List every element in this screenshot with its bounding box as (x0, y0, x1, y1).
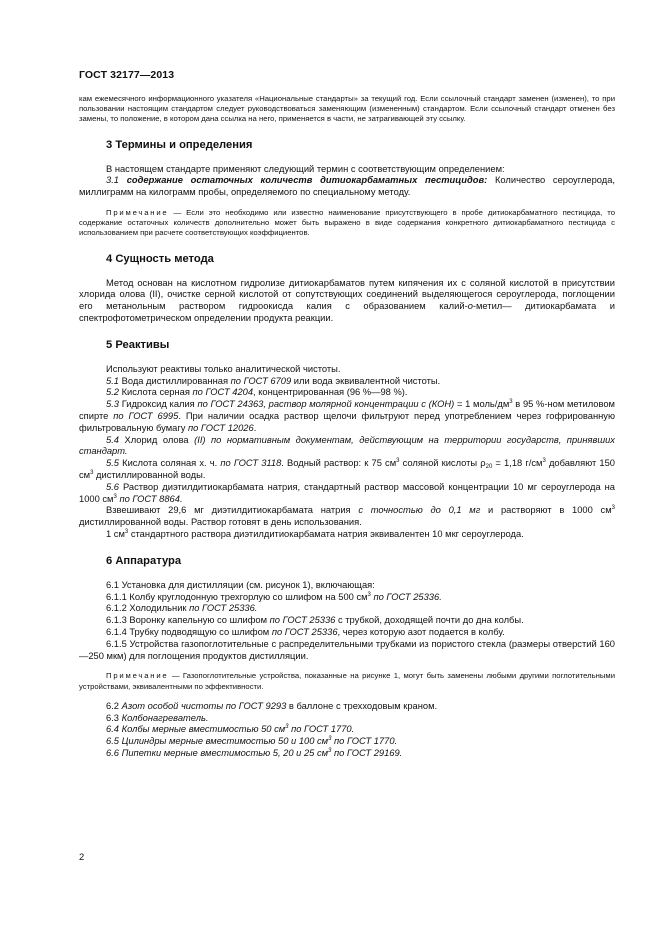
reagent-5-6: 5.6 Раствор диэтилдитиокарбамата натрия, стандартный раствор массовой концентрации 10 мг сероуглерода на 1000 $см^3$ по ГОСТ 8864. (79, 481, 615, 504)
reagent-5-4: 5.4 Хлорид олова (II) по нормативным документам, действующим на территории государств, принявших стандарт. (79, 434, 615, 457)
s3-definition: 3.1 содержание остаточных количеств дитиокарбаматных пестицидов: Количество сероуглерода, миллиграмм на килограмм пробы, определяемого по специальному методу. (79, 175, 616, 198)
defined-term: содержание остаточных количеств дитиокарбаматных пестицидов: (126, 175, 488, 186)
reagent-5-3: 5.3 Гидроксид калия по ГОСТ 24363, раствор молярной концентрации с (КОН) = 1 моль/$дм^3$ в 95 %-ном метиловом спирте по ГОСТ 6995. При наличии осадка раствор щелочи фильтруют перед употреблением через гофрированную фильтровальную бумагу по ГОСТ 12026. (79, 399, 615, 433)
section-4-heading: 4 Сущность метода (106, 252, 214, 265)
apparatus-6-6: 6.6 Пипетки мерные вместимостью 5, 20 и 25 $см^3$ по ГОСТ 29169. (106, 747, 403, 758)
reagent-5-2: 5.2 Кислота серная по ГОСТ 4204, концентрированная (96 %—98 %). (106, 387, 408, 398)
apparatus-6-1: 6.1 Установка для дистилляции (см. рисунок 1), включающая: (106, 579, 375, 590)
apparatus-6-2: 6.2 Азот особой чистоты по ГОСТ 9293 в баллоне с трехходовым краном. (106, 700, 438, 711)
section-3-heading: 3 Термины и определения (106, 138, 253, 151)
apparatus-6-3: 6.3 Колбонагреватель. (106, 712, 209, 723)
reagent-5-5: 5.5 Кислота соляная х. ч. по ГОСТ 3118. Водный раствор: к 75 $см^3$ соляной кислоты $\rho_{20} = 1,18$ $г/см^3$ добавляют 150 $см^3$ дистиллированной воды. (79, 458, 616, 480)
apparatus-6-1-5: 6.1.5 Устройства газопоглотительные с распределительными трубками из пористого стекла (размеры отверстий 160—250 мкм) для поглощения продуктов дистилляции. (79, 638, 615, 661)
apparatus-6-1-2: 6.1.2 Холодильник по ГОСТ 25336. (106, 603, 258, 614)
apparatus-6-1-1: 6.1.1 Колбу круглодонную трехгорлую со шлифом на 500 $см^3$ по ГОСТ 25336. (106, 591, 442, 602)
page-number: 2 (79, 852, 85, 862)
s6-note: Примечание — Газопоглотительные устройства, показанные на рисунке 1, могут быть заменены любыми другими поглотительными устройствами, эквивалентными по эффективности. (79, 671, 615, 691)
page-content (79, 94, 615, 760)
apparatus-6-1-4: 6.1.4 Трубку подводящую со шлифом по ГОСТ 25336, через которую азот подается в колбу. (106, 626, 505, 637)
s5-intro: Используют реактивы только аналитической чистоты. (106, 363, 341, 374)
intro-paragraph: кам ежемесячного информационного указателя «Национальные стандарты» за текущий год. Если ссылочный стандарт заменен (изменен), то при пользовании настоящим стандартом следует руководствоваться заменяющим (измененным) стандартом. Если ссылочный стандарт отменен без замены, то положение, в котором дана ссылка на него, применяется в части, не затрагивающей эту ссылку. (79, 94, 615, 124)
s3-paragraph: В настоящем стандарте применяют следующий термин с соответствующим определением: (106, 163, 505, 174)
document-header: ГОСТ 32177—2013 (79, 69, 175, 81)
section-5-heading: 5 Реактивы (106, 338, 170, 351)
s4-paragraph: Метод основан на кислотном гидролизе дитиокарбаматов путем кипячения их с соляной кислотой в присутствии хлорида олова (II), очистке серной кислотой от сопутствующих соединений выделяющегося сероуглерода, поглощении его метанольным раствором гидроокисда калия с образованием калий-о-метил— дитиокарбамата и спектрофотометрическом определении продукта реакции. (79, 277, 615, 323)
note-label: Примечание (106, 208, 169, 217)
note-label: Примечание (106, 671, 169, 681)
apparatus-6-5: 6.5 Цилиндры мерные вместимостью 50 и 100 $см^3$ по ГОСТ 1770. (106, 736, 398, 747)
s5-equivalence: 1 $см^3$ стандартного раствора диэтилдитиокарбамата натрия эквивалентен 10 мкг сероуглерода. (106, 528, 524, 539)
apparatus-6-1-3: 6.1.3 Воронку капельную со шлифом по ГОСТ 25336 с трубкой, доходящей почти до дна колбы. (106, 615, 524, 626)
apparatus-6-4: 6.4 Колбы мерные вместимостью 50 $см^3$ по ГОСТ 1770. (106, 724, 355, 735)
s5-weighing: Взвешивают 29,6 мг диэтилдитиокарбамата натрия с точностью до 0,1 мг и растворяют в 1000 $см^3$ дистиллированной воды. Раствор готовят в день использования. (79, 505, 615, 528)
s3-note: Примечание — Если это необходимо или известно наименование присутствующего в пробе дитиокарбаматного пестицида, то содержание остаточных количеств дополнительно может быть выражено в виде содержания конкретного дитиокарбаматного пестицида с использованием при расчете соответствующих коэффициентов. (79, 208, 615, 238)
reagent-5-1: 5.1 Вода дистиллированная по ГОСТ 6709 или вода эквивалентной чистоты. (106, 375, 441, 386)
section-6-heading: 6 Аппаратура (106, 554, 182, 567)
